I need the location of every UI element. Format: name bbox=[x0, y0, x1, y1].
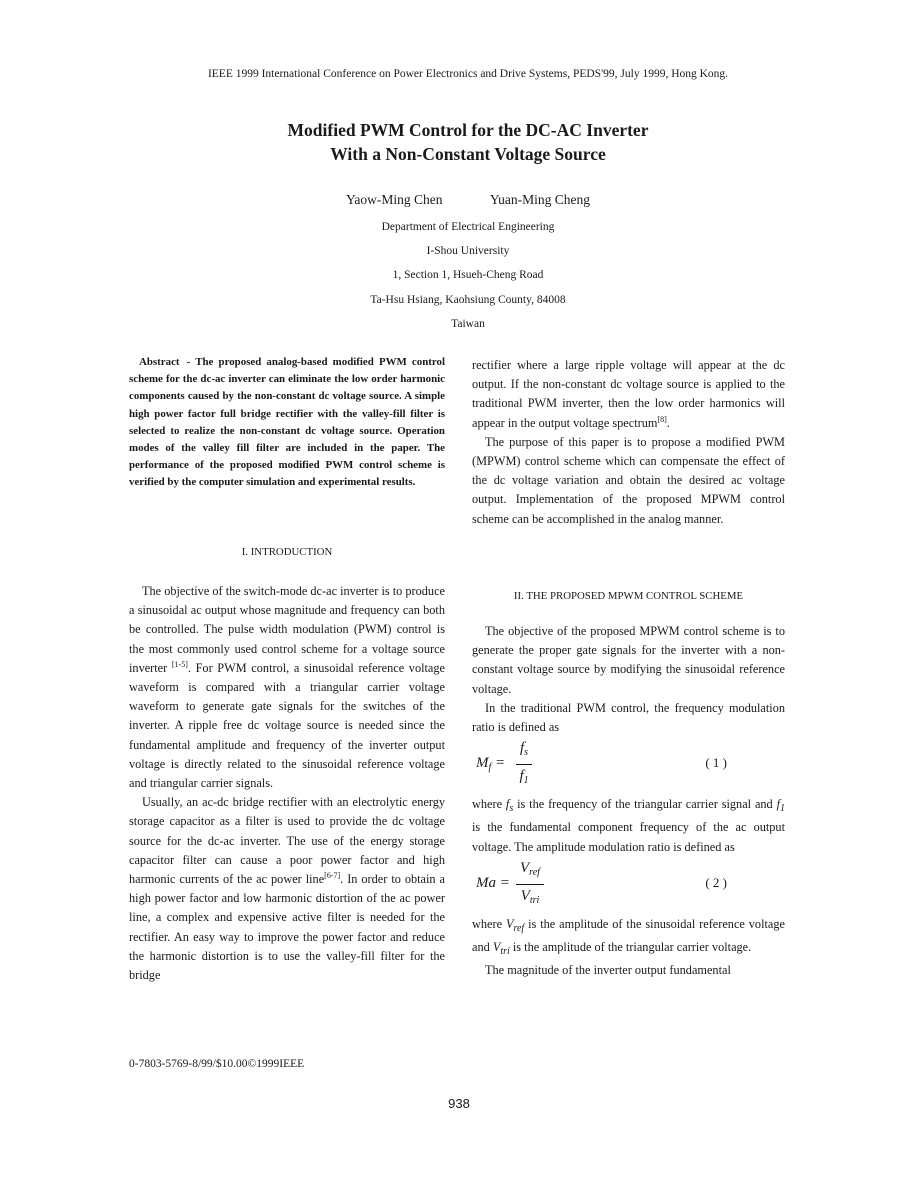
affiliation-city: Ta-Hsu Hsiang, Kaohsiung County, 84008 bbox=[370, 293, 566, 306]
mpwm-heading-block bbox=[472, 587, 785, 606]
intro-p2-text-b: . In order to obtain a high power factor and low harmonic distortion of the ac power line, a complex and expensive active filter is needed for the rectifier. An easy way to improve the power factor and reduce the harmonic distortion is to use the valley-fill filter for the bridge bbox=[129, 872, 445, 983]
eq1-expl-t3: is the fundamental component frequency of the ac output voltage. The amplitude modulation ratio is defined as bbox=[472, 820, 785, 854]
title-line-1: Modified PWM Control for the DC-AC Inverter bbox=[287, 120, 649, 140]
citation-1-5: [1-5] bbox=[171, 659, 188, 669]
title-line-2: With a Non-Constant Voltage Source bbox=[330, 144, 606, 164]
right-paragraph-1 bbox=[472, 356, 785, 433]
eq1-lhs-symbol: M bbox=[476, 755, 489, 772]
abstract-label: Abstract bbox=[139, 356, 180, 368]
eq2-expl-v1-sub: ref bbox=[513, 922, 525, 934]
mpwm-paragraph-2: In the traditional PWM control, the frequency modulation ratio is defined as bbox=[472, 700, 785, 735]
eq1-expl-v2-sub: 1 bbox=[780, 803, 785, 815]
intro-p2-text-a: Usually, an ac-dc bridge rectifier with an electrolytic energy storage capacitor as a filter is used to provide the dc voltage source for the dc-ac inverter. The use of the energy storage capacitor filter can cause a poor power factor and high harmonic currents of the ac power line bbox=[129, 795, 445, 887]
eq1-lhs-sub: f bbox=[488, 762, 492, 774]
intro-p1-text-a: The objective of the switch-mode dc-ac inverter is to produce a sinusoidal ac output whose magnitude and frequency can both be controlled. The pulse width modulation (PWM) control is the most commonly used control scheme for a voltage source inverter bbox=[129, 584, 445, 675]
conference-header: IEEE 1999 International Conference on Power Electronics and Drive Systems, PEDS'99, July 1999, Hong Kong. bbox=[207, 68, 729, 80]
eq2-explanation bbox=[472, 915, 785, 961]
eq2-denominator bbox=[516, 885, 544, 912]
right-p1-text-b: . bbox=[666, 415, 670, 430]
mpwm-body bbox=[472, 622, 785, 980]
introduction-body bbox=[129, 582, 445, 985]
eq2-lhs: Ma = bbox=[476, 874, 510, 891]
intro-paragraph-2 bbox=[129, 793, 445, 985]
eq1-fraction bbox=[516, 737, 532, 792]
affiliation-country: Taiwan bbox=[451, 317, 485, 330]
eq2-expl-t3: is the amplitude of the triangular carrier voltage. bbox=[509, 940, 752, 955]
eq2-num-sub: ref bbox=[529, 866, 540, 878]
affiliation-university: I-Shou University bbox=[426, 245, 510, 258]
eq1-expl-v1: f bbox=[505, 797, 510, 812]
eq2-expl-t1: where bbox=[472, 916, 506, 931]
section-heading-introduction: I. INTRODUCTION bbox=[241, 546, 333, 558]
eq1-explanation bbox=[472, 795, 785, 857]
page-number: 938 bbox=[448, 1096, 470, 1111]
intro-p1-text-b: . For PWM control, a sinusoidal reference voltage waveform is compared with a triangular carrier voltage waveform to generate gate signals for the switches of the inverter. A ripple free dc voltage source is needed since the fundamental amplitude and frequency of the inverter output voltage is directly related to the sinusoidal reference voltage and triangular carrier signals. bbox=[129, 660, 445, 791]
eq1-numerator bbox=[516, 737, 532, 765]
abstract-text: - The proposed analog-based modified PWM control scheme for the dc-ac inverter can eliminate the low order harmonic components caused by the non-constant dc voltage source. A simple high power factor full bridge rectifier with the valley-fill filter is selected to realize the non-constant dc voltage source. Operation modes of the valley fill filter are included in the paper. The performance of the proposed modified PWM control scheme is verified by the computer simulation and experimental results. bbox=[129, 356, 445, 489]
affiliation bbox=[0, 215, 918, 336]
right-p1-text-a: rectifier where a large ripple voltage will appear at the dc output. If the non-constant dc voltage source is applied to the traditional PWM inverter, then the low order harmonics will appear in the output voltage spectrum bbox=[472, 358, 785, 430]
affiliation-street: 1, Section 1, Hsueh-Cheng Road bbox=[392, 269, 544, 282]
equation-1 bbox=[472, 737, 785, 795]
right-paragraph-2: The purpose of this paper is to propose a modified PWM (MPWM) control scheme which can compensate the effect of the dc voltage variation and obtain the desired ac voltage output. Implementation of the proposed MPWM control scheme can be accomplished in the analog manner. bbox=[472, 434, 785, 526]
eq2-lhs-symbol: Ma bbox=[476, 874, 496, 891]
eq1-lhs: $M_f$ = bbox=[476, 755, 506, 774]
equation-2 bbox=[472, 857, 785, 915]
eq1-expl-v2: f bbox=[776, 797, 780, 812]
eq1-den-sub: 1 bbox=[523, 775, 529, 787]
eq2-den-symbol: V bbox=[520, 887, 530, 904]
eq2-num-symbol: V bbox=[520, 859, 530, 876]
mpwm-last-line: The magnitude of the inverter output fundamental bbox=[485, 963, 731, 978]
eq2-den-sub: tri bbox=[529, 894, 540, 906]
eq2-expl-v2-sub: tri bbox=[500, 946, 510, 958]
eq1-num-symbol: f bbox=[520, 740, 525, 757]
eq1-expl-v1-sub: s bbox=[509, 803, 514, 815]
right-column-top bbox=[472, 356, 785, 529]
intro-paragraph-1 bbox=[129, 582, 445, 793]
eq2-numerator bbox=[516, 857, 544, 885]
eq2-expl-v1: V bbox=[505, 916, 514, 931]
eq2-expl-t2: is the amplitude of the sinusoidal reference voltage and bbox=[472, 916, 785, 955]
introduction-heading-block bbox=[129, 543, 445, 562]
paper-title bbox=[0, 118, 918, 166]
section-heading-mpwm: II. THE PROPOSED MPWM CONTROL SCHEME bbox=[513, 590, 744, 602]
eq1-expl-t2: is the frequency of the triangular carrier signal and bbox=[513, 797, 777, 812]
affiliation-department: Department of Electrical Engineering bbox=[381, 221, 555, 233]
abstract bbox=[129, 354, 445, 492]
eq1-den-symbol: f bbox=[519, 768, 524, 785]
citation-6-7: [6-7] bbox=[324, 871, 341, 881]
eq2-number: ( 2 ) bbox=[705, 874, 727, 890]
eq2-fraction bbox=[516, 857, 544, 912]
mpwm-paragraph-1: The objective of the proposed MPWM control scheme is to generate the proper gate signals for the inverter with a non-constant voltage source by modifying the sinusoidal reference voltage. bbox=[472, 624, 785, 696]
eq1-denominator bbox=[516, 765, 532, 792]
author-1: Yaow-Ming Chen bbox=[345, 192, 443, 207]
citation-8: [8] bbox=[657, 414, 667, 424]
eq2-expl-v2: V bbox=[492, 940, 501, 955]
copyright-id: 0-7803-5769-8/99/$10.00©1999IEEE bbox=[129, 1058, 305, 1070]
eq1-number: ( 1 ) bbox=[705, 755, 727, 771]
eq1-expl-t1: where bbox=[472, 797, 506, 812]
author-2: Yuan-Ming Cheng bbox=[489, 192, 590, 207]
author-list bbox=[0, 192, 918, 208]
eq1-num-sub: s bbox=[524, 747, 529, 759]
